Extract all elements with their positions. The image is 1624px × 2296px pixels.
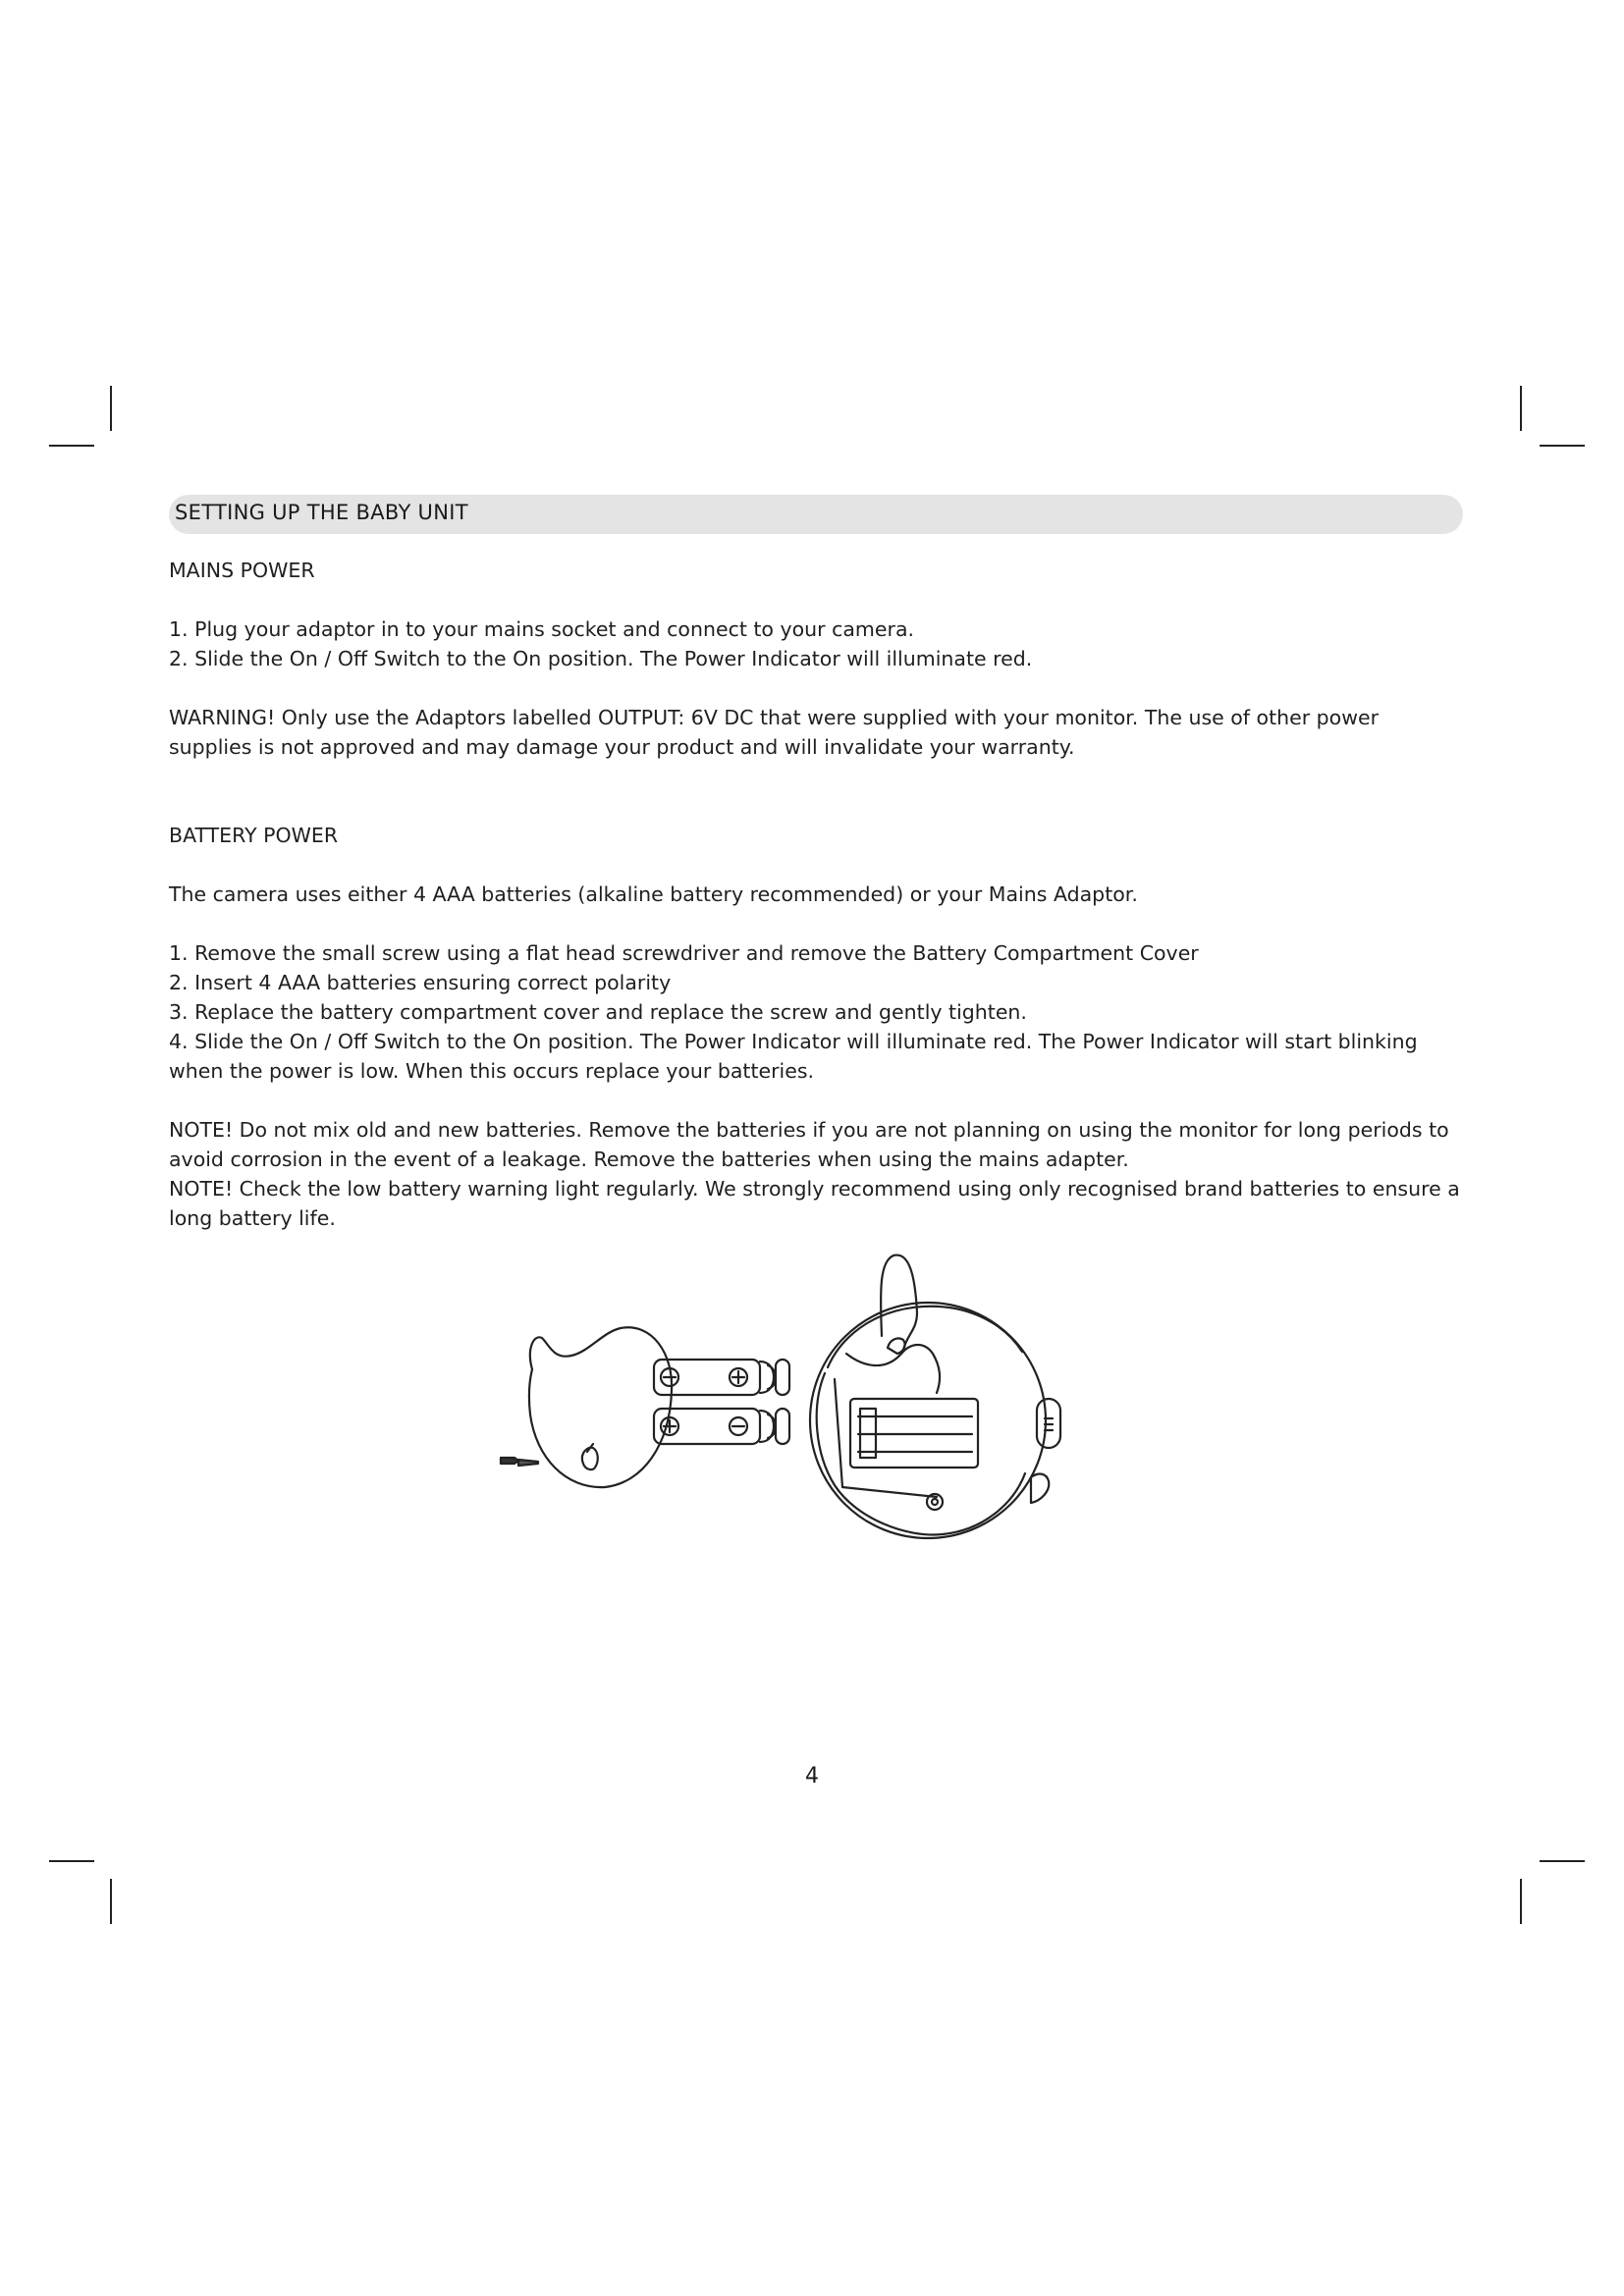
page-number: 4 <box>805 1764 819 1789</box>
mains-step: 1. Plug your adaptor in to your mains socket and connect to your camera. <box>169 617 915 641</box>
battery-icon <box>654 1409 789 1444</box>
crop-mark <box>110 1879 112 1924</box>
mains-step: 2. Slide the On / Off Switch to the On position. The Power Indicator will illuminate red. <box>169 647 1033 670</box>
screw-icon <box>501 1458 538 1466</box>
battery-intro: The camera uses either 4 AAA batteries (alkaline battery recommended) or your Mains Adaptor. <box>169 882 1138 906</box>
crop-mark <box>1520 386 1522 431</box>
crop-mark <box>1540 1860 1585 1862</box>
battery-step: 3. Replace the battery compartment cover and replace the screw and gently tighten. <box>169 1000 1027 1024</box>
section-header-bar <box>169 495 1463 534</box>
battery-cover-icon <box>529 1327 672 1487</box>
battery-icon <box>654 1360 789 1395</box>
camera-unit-icon <box>810 1255 1060 1538</box>
section-title: SETTING UP THE BABY UNIT <box>175 501 468 524</box>
battery-step: 4. Slide the On / Off Switch to the On position. The Power Indicator will illuminate red. The Power Indicator will start blinking when the power is low. When this occurs replace your batteries. <box>169 1030 1418 1083</box>
battery-step: 2. Insert 4 AAA batteries ensuring correct polarity <box>169 971 672 994</box>
battery-note: NOTE! Check the low battery warning light regularly. We strongly recommend using only recognised brand batteries to ensure a long battery life. <box>169 1177 1460 1230</box>
mains-warning: WARNING! Only use the Adaptors labelled OUTPUT: 6V DC that were supplied with your monitor. The use of other power supplies is not approved and may damage your product and will invalidate your warranty. <box>169 706 1380 759</box>
battery-installation-illustration <box>481 1252 1110 1575</box>
mains-power-heading: MAINS POWER <box>169 559 315 582</box>
document-body <box>169 556 1465 1233</box>
crop-mark <box>110 386 112 431</box>
crop-mark <box>49 445 94 447</box>
battery-power-heading: BATTERY POWER <box>169 824 339 847</box>
crop-mark <box>1540 445 1585 447</box>
battery-note: NOTE! Do not mix old and new batteries. Remove the batteries if you are not planning on using the monitor for long periods to avoid corrosion in the event of a leakage. Remove the batteries when using the mains adapter. <box>169 1118 1449 1171</box>
crop-mark <box>1520 1879 1522 1924</box>
crop-mark <box>49 1860 94 1862</box>
battery-step: 1. Remove the small screw using a flat head screwdriver and remove the Battery Compartment Cover <box>169 941 1199 965</box>
